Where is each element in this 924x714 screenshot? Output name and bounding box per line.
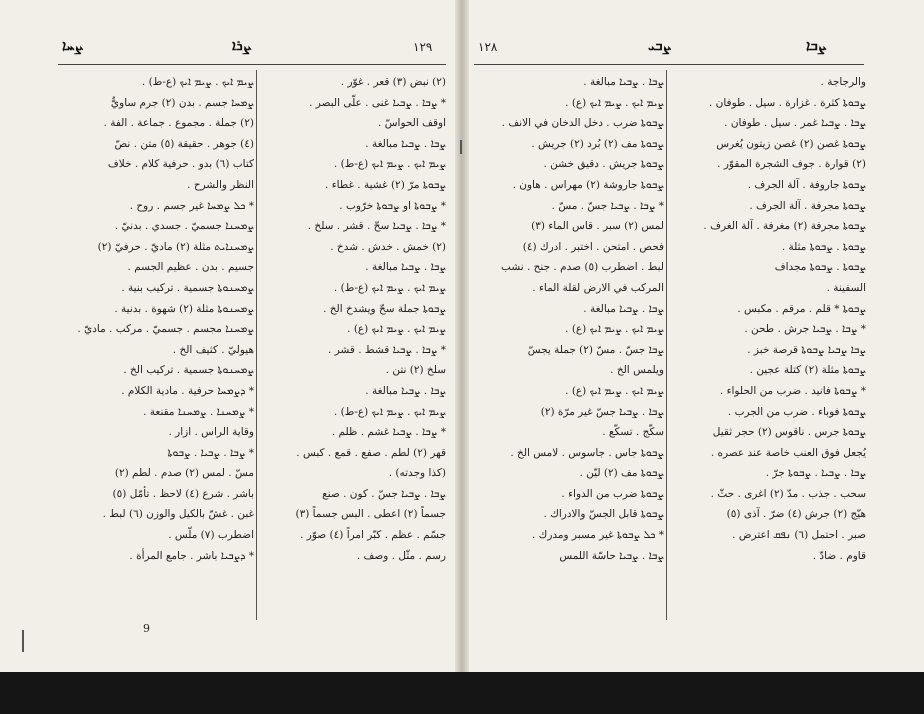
left-header-outer-keyword: ܨܚܐ (62, 38, 84, 54)
left-page-right-col-entry-line: (٤) جوهر . حقيقة (٥) متن . نصّ (114, 137, 254, 150)
left-page-right-col-entry-line: ܨܡܚܢܐ مجسم . جسميّ . مركب . ماديّ . (77, 323, 254, 336)
right-page-left-col-entry-line: ܨܒܐ . ܨܒܝܐ . ܨܒܘܬܐ جرّ . (765, 467, 866, 480)
left-page-left-col-entry-line: رسم . مثّل . وصف . (356, 549, 446, 562)
right-page-left-col-entry-line: ܨܒܘܬܐ . ܨܒܘܬܐ مجداف (774, 261, 866, 274)
right-page-right-col-entry-line: ܨܒܐ . ܨܒܝܐ مبالغة . (583, 302, 664, 315)
left-page-left-col-entry-line: (٢) خمش . خدش . شدخ . (330, 240, 446, 253)
left-page-left-col-entry-line: ܨܒܐ . ܨܒܝܐ مبالغة . (365, 261, 446, 274)
right-page-left-col-entry-line: سحب . جذب . مدّ (٢) اغرى . حثّ . (710, 487, 866, 500)
left-page-left-col-entry-line: ܨܒܘܬܐ جملة سحّ ويشدخ الخ . (323, 302, 446, 315)
right-page-left-col-entry-line: هيّج (٢) جرش (٤) ضرّ . آذى (٥) (726, 508, 866, 521)
right-page-right-col-entry-line: ܨܒܘܬܐ جاروشة (٢) مهراس . هاون . (512, 178, 664, 191)
left-page-right-col-entry-line: ܨܡܚܢܘܬܐ مثلة (٢) شهوة . بدنية . (114, 302, 254, 315)
left-page-right-col-entry-line: * ܨܒܐ . ܨܒܝܐ . ܨܒܘܬܐ (167, 446, 254, 459)
left-page-left-col-entry-line: (٢) نبض (٣) قعر . غوّر . (340, 76, 446, 88)
right-page-left-col-entry-line: (٢) قوارة . جوف الشجرة المقوّر . (717, 158, 866, 171)
left-page-left-col-entry-line: * ܨܒܐ . ܨܒܝܐ غشم . ظلم . (331, 426, 446, 439)
left-page-right-col-entry-line: النظر والشرح . (187, 178, 254, 191)
left-page-left-col-entry-line: قهر (٢) لطم . صفع . قمع . كبس . (296, 446, 446, 459)
left-page-right-col-entry-line: * ܟܠ ܨܡܚܐ غير جسم . روح . (129, 199, 254, 212)
right-page-right-col-entry-line: ܨܝܡ ܐܝܟ . ܨܝܡ ܐܝܟ (ع) . (565, 384, 664, 397)
left-page-right-col-entry-line: * ܕܨܡܚܐ حرفية . مادية الكلام . (121, 384, 254, 397)
left-margin-mark (22, 630, 24, 652)
right-page-left-col-entry-line: * ܨܒܘܬܐ فانيد . ضرب من الحلواء . (719, 384, 866, 397)
left-page-left-col-entry-line: اوقف الحواسّ . (378, 117, 446, 130)
right-page-right-col-entry-line: ويلمس الخ . (610, 364, 664, 377)
left-page-column-left (260, 72, 446, 566)
right-page-right-col-entry-line: * ܟܠ ܨܒܘܬܐ غير مسبر ومدرك . (531, 529, 664, 542)
left-page-right-col-entry-line: (٢) جملة . مجموع . جماعة . الفة . (103, 117, 254, 130)
right-page-right-col-entry-line: ܨܒܐ . ܨܒܝܐ مبالغة . (583, 76, 664, 88)
left-page-left-col-entry-line: * ܨܒܐ . ܨܒܝܐ قشط . قشر . (328, 343, 446, 356)
left-page-right-col-entry-line: ܨܡܚܢܘܬܐ جسمية . تركيب الخ . (123, 364, 254, 377)
left-page-left-col-entry-line: ܨܒܐ . ܨܒܝܐ مبالغة . (365, 137, 446, 150)
left-page-left-col-entry-line: ܨܒܘܬܐ مرّ (٢) غشية . غطاء . (325, 178, 446, 191)
right-page-right-col-entry-line: ܨܝܡ ܐܝܟ . ܨܝܡ ܐܝܟ (ع) . (565, 96, 664, 109)
right-page-right-col-entry-line: ܨܒܐ . ܨܒܝܐ حاسّة اللمس (559, 549, 664, 562)
scan-border (0, 672, 924, 714)
left-page-left-col-entry-line: ܨܝܡ ܐܝܟ . ܨܝܡ ܐܝܟ (ع-ط) . (333, 281, 446, 294)
right-header-outer-keyword: ܨܒܐ (806, 38, 827, 54)
left-page-left-col-entry-line: سلخ (٢) نتن . (385, 364, 446, 377)
left-column-divider (256, 70, 257, 620)
right-page-left-col-entry-line: ܨܒܐ . ܨܒܝܐ غمر . سيل . طوفان . (724, 117, 866, 130)
right-page-right-col-entry-line: سكّج . تسكّع . (602, 426, 664, 439)
right-page-right-col-entry-line: لمس (٢) سبر . قاس الماء (٣) (531, 220, 664, 233)
right-header-inner-keyword: ܨܒܝ (648, 38, 672, 54)
right-page-left-col-entry-line: والرجاجة . (820, 76, 866, 88)
right-page-left-col-entry-line: قاوم . ضادّ . (812, 549, 866, 562)
right-page-right-col-entry-line: فحص . امتحن . اختبر . ادرك (٤) (522, 240, 664, 253)
left-page-left-col-entry-line: ܨܒܐ . ܨܒܝܐ جسّ . كون . صنع (322, 487, 446, 500)
left-page-right-col-entry-line: ܨܝܡ ܐܝܟ . ܨܝܡ ܐܝܟ (ع-ط) . (141, 76, 254, 88)
right-page-left-col-entry-line: صبر . احتمل (٦) ܢܦܩ اعترض . (732, 529, 866, 542)
right-page-right-col-entry-line: ܨܒܘܬܐ قابل الجسّ والادراك . (543, 508, 664, 521)
right-page-right-col-entry-line: ܨܒܘܬܐ مف (٢) بُرد (٢) جريش . (531, 137, 664, 150)
left-page-right-col-entry-line: ܨܡܚܐ جسم . بدن (٢) جرم ساويٌّ (110, 96, 254, 109)
right-page-left-col-entry-line: ܨܒܘܬܐ مجرفة (٢) مغرفة . آلة الغرف . (703, 220, 866, 233)
left-page-right-col-entry-line: * ܕܨܒܝܐ باشر . جامع المرأة . (129, 549, 254, 562)
right-page-left-col-entry-line: ܨܒܘܬܐ . ܨܒܘܬܐ مثلة . (781, 240, 866, 253)
left-page-left-col-entry-line: (كذا وجدته) . (388, 467, 446, 480)
right-page-left-col-entry-line: السفينة . (826, 281, 866, 294)
right-page-right-col-entry-line: لبط . اضطرب (٥) صدم . جنح . نشب (501, 261, 664, 274)
book-gutter (455, 0, 469, 672)
left-page-right-col-entry-line: * ܨܡܚܢܐ . ܨܡܚܢܐ مقنعة . (143, 405, 254, 418)
right-page-left-col-entry-line: ܨܒܐ ܨܒܝܐ ܨܒܘܬܐ قرصة خبز . (747, 343, 866, 356)
right-page-left-col-entry-line: ܨܒܘܬܐ * قلم . مرقم . مكبس . (737, 302, 866, 315)
left-page-left-col-entry-line: ܨܝܡ ܐܝܟ . ܨܝܡ ܐܝܟ (ع) . (347, 323, 446, 336)
left-page-right-col-entry-line: اضطرب (٧) ملّس . (168, 529, 254, 542)
right-header-rule (474, 64, 864, 65)
right-page-left-col-entry-line: يُجعل فوق العنب خاصة عند عصره . (710, 446, 866, 459)
right-page-number: ١٢٨ (478, 40, 498, 54)
left-page-right-col-entry-line: باشر . شرع (٤) لاحظ . تأمّل (٥) (112, 487, 254, 500)
right-page-left-col-entry-line: ܨܒܘܬܐ مثلة (٢) كتلة عجين . (749, 364, 866, 377)
right-page-left-col-entry-line: ܨܒܘܬܐ مجرفة . آلة الجرف . (749, 199, 866, 212)
left-page-left-col-entry-line: ܨܝܡ ܐܝܟ . ܨܝܡ ܐܝܟ (ع-ط) . (333, 405, 446, 418)
left-page-left-col-entry-line: * ܨܒܘܬܐ او ܨܒܘܬܐ خرّوب . (339, 199, 446, 212)
left-page-left-col-entry-line: جسماً (٢) اعطى . البس جسماً (٣) (295, 508, 446, 521)
right-page-left-col-entry-line: ܨܒܘܬܐ غصن (٢) غصن زيتون يُغرس (716, 137, 866, 150)
right-page-right-col-entry-line: ܨܒܐ جسّ . مسّ (٢) جملة يجسّ (527, 343, 664, 356)
right-page-right-col-entry-line: ܨܒܘܬܐ جاس . جاسوس . لامس الخ . (510, 446, 664, 459)
right-page-left-col-entry-line: ܨܒܘܬܐ كثرة . غزارة . سيل . طوفان . (708, 96, 866, 109)
left-page-right-col-entry-line: مسّ . لمس (٢) صدم . لطم (٢) (114, 467, 254, 480)
right-page-column-right (474, 72, 664, 566)
left-page-left-col-entry-line: جسّم . عظم . كبّر امراً (٤) صوّر . (300, 529, 446, 542)
right-page-right-col-entry-line: ܨܝܡ ܐܝܟ . ܨܝܡ ܐܝܟ (ع) . (565, 323, 664, 336)
right-page-right-col-entry-line: * ܨܒܐ . ܨܒܝܐ جسّ . مسّ . (551, 199, 664, 212)
right-page-left-col-entry-line: * ܨܒܐ . ܨܒܝܐ جرش . طحن . (744, 323, 866, 336)
right-page-right-col-entry-line: ܨܒܐ . ܨܒܝܐ جسّ غير مرّة (٢) (540, 405, 664, 418)
right-page-right-col-entry-line: ܨܒܘܬܐ مف (٢) ليّن . (579, 467, 664, 480)
right-page-right-col-entry-line: المركب في الارض لقلة الماء . (532, 281, 664, 294)
left-page-number: ١٢٩ (413, 40, 433, 54)
left-page-right-col-entry-line: ܨܡܚܢܐ جسميّ . جسدي . بدنيّ . (114, 220, 254, 233)
left-page-right-col-entry-line: ܨܡܚܢܐܝܬ مثلة (٢) ماديّ . حرفيّ (٢) (97, 240, 254, 253)
left-page-right-col-entry-line: ܨܡܚܢܘܬܐ جسمية . تركيب بنية . (121, 281, 254, 294)
left-page-left-col-entry-line: ܨܝܡ ܐܝܟ . ܨܝܡ ܐܝܟ (ع-ط) . (333, 158, 446, 171)
left-header-inner-keyword: ܨܪܐ (232, 38, 251, 54)
right-page-left-col-entry-line: ܨܒܘܬܐ فوباء . ضرب من الجرب . (727, 405, 866, 418)
right-column-divider (666, 70, 667, 620)
left-page-right-col-entry-line: جسيم . بدن . عظيم الجسم . (127, 261, 254, 274)
left-page-column-right (58, 72, 254, 566)
left-page-left-col-entry-line: ܨܒܐ . ܨܒܝܐ مبالغة . (365, 384, 446, 397)
right-page-right-col-entry-line: ܨܒܘܬܐ ضرب . دخل الدخان في الانف . (501, 117, 664, 130)
left-page-left-col-entry-line: * ܨܒܐ . ܨܒܝܐ غنى . علّى البصر . (309, 96, 446, 109)
left-header-rule (58, 64, 446, 65)
left-page-right-col-entry-line: هيوليّ . كثيف الخ . (172, 343, 254, 356)
left-page-right-col-entry-line: غبن . غشّ بالكيل والوزن (٦) لبط . (102, 508, 254, 521)
right-page-left-col-entry-line: ܨܒܘܬܐ جاروفة . آلة الجرف . (747, 178, 866, 191)
right-page-column-left (670, 72, 866, 566)
right-page-right-col-entry-line: ܨܒܘܬܐ جريش . دقيق خشن . (543, 158, 664, 171)
left-page-right-col-entry-line: كتاب (٦) بدو . حرفية كلام . خلاف (107, 158, 254, 171)
gutter-mark (460, 140, 462, 154)
left-page-left-col-entry-line: * ܨܒܐ . ܨܒܝܐ سحّ . قشر . سلخ . (307, 220, 446, 233)
left-page-footer-mark: 9 (143, 622, 150, 635)
left-page-right-col-entry-line: وقاية الراس . ازار . (168, 426, 254, 439)
right-page-right-col-entry-line: ܨܒܘܬܐ ضرب من الدواء . (561, 487, 664, 500)
right-page-left-col-entry-line: ܨܒܘܬܐ جرس . ناقوس (٢) حجر ثقيل (712, 426, 866, 439)
